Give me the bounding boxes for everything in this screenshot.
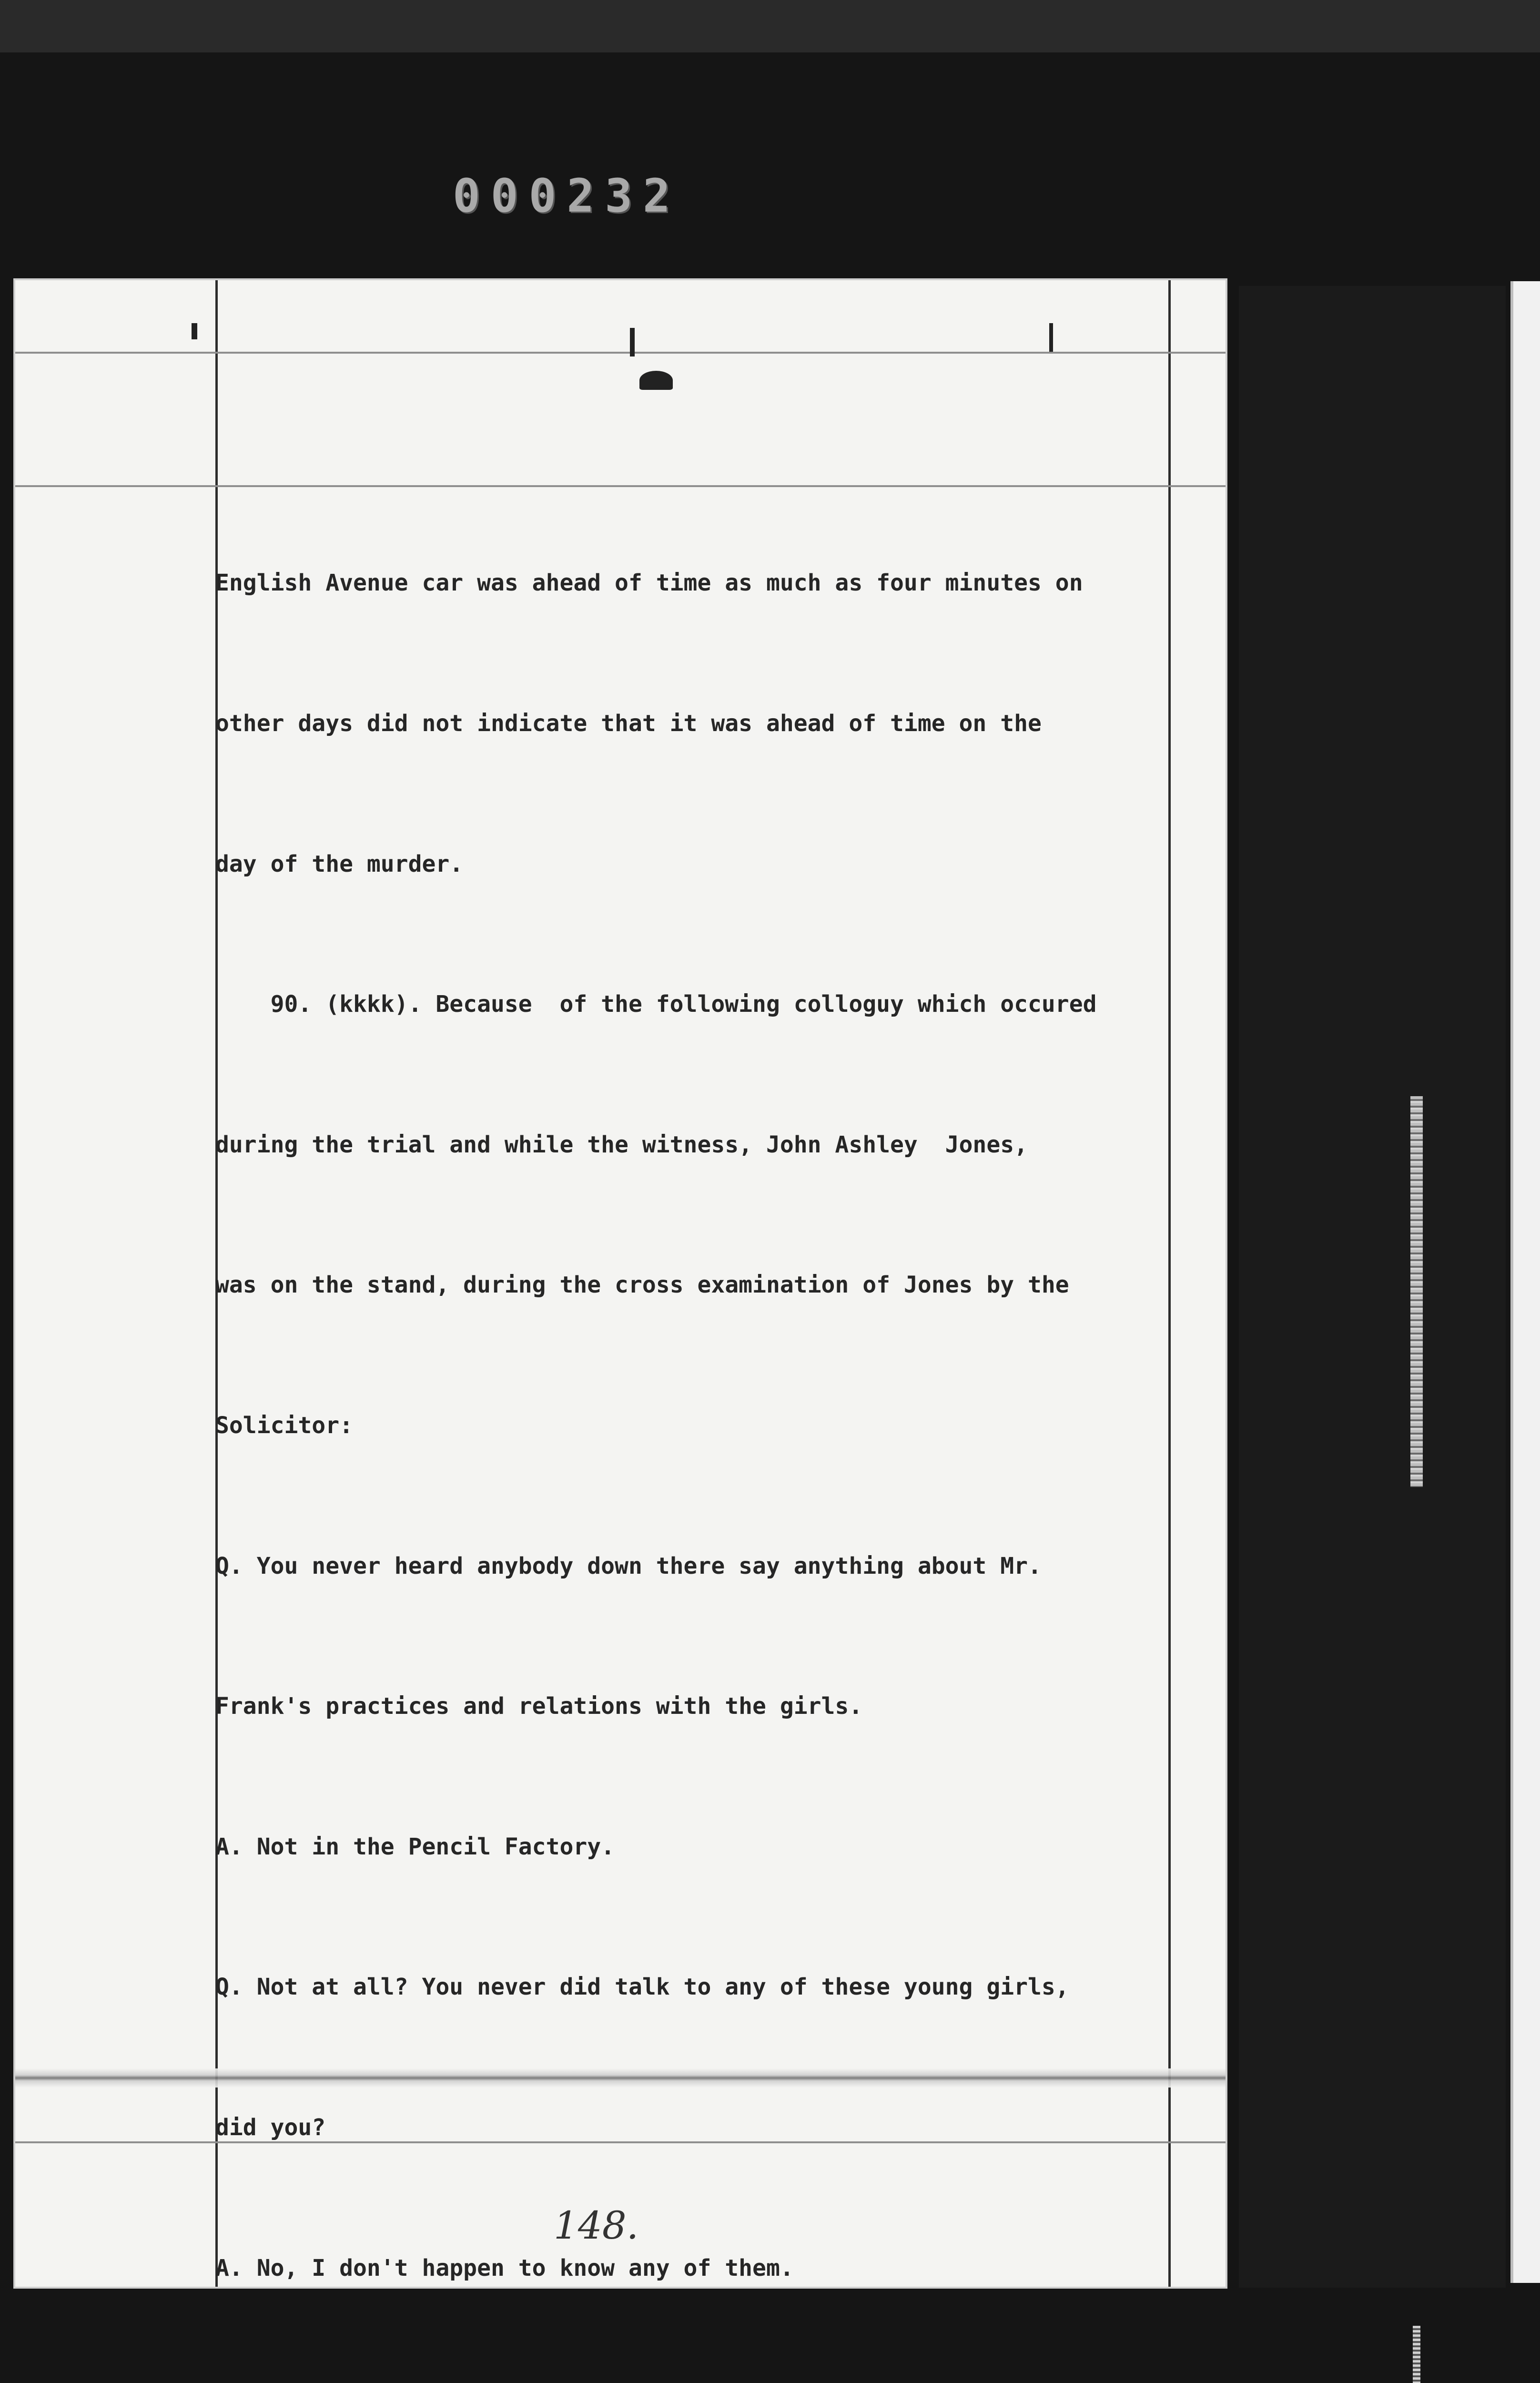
text-line: Solicitor:: [215, 1412, 353, 1439]
text-line: day of the murder.: [215, 850, 464, 877]
text-line: during the trial and while the witness, John Ashley Jones,: [215, 1131, 1028, 1158]
scan-right-shadow: [1239, 286, 1506, 2288]
text-line: A. No, I don't happen to know any of them.: [215, 2254, 794, 2281]
text-line: Q. You never heard anybody down there say anything about Mr.: [215, 1552, 1042, 1579]
page-number: 148.: [554, 2203, 639, 2248]
film-scratch-lower: [1413, 2326, 1420, 2383]
ink-mark: [192, 323, 197, 339]
adjacent-page-edge: [1510, 281, 1540, 2283]
document-stamp: 000232: [453, 169, 681, 223]
text-line: did you?: [215, 2114, 326, 2141]
ink-mark: [1049, 323, 1053, 352]
text-line: 90. (kkkk). Because of the following colloguy which occured: [215, 991, 1097, 1018]
text-line: Q. Not at all? You never did talk to any of these young girls,: [215, 1974, 1069, 2001]
text-line: other days did not indicate that it was ahead of time on the: [215, 710, 1042, 737]
ink-mark: [639, 371, 673, 390]
ruled-line: [15, 352, 1226, 354]
scan-top-strip: [0, 0, 1540, 52]
film-scratch: [1410, 1096, 1423, 1487]
transcript-text: [215, 466, 1197, 2383]
transcript-page: [15, 280, 1226, 2287]
text-line: A. Not in the Pencil Factory.: [215, 1833, 615, 1860]
text-line: Frank's practices and relations with the girls.: [215, 1693, 863, 1720]
text-line: English Avenue car was ahead of time as much as four minutes on: [215, 570, 1083, 597]
text-line: was on the stand, during the cross examination of Jones by the: [215, 1272, 1069, 1299]
ink-mark: [630, 328, 635, 356]
